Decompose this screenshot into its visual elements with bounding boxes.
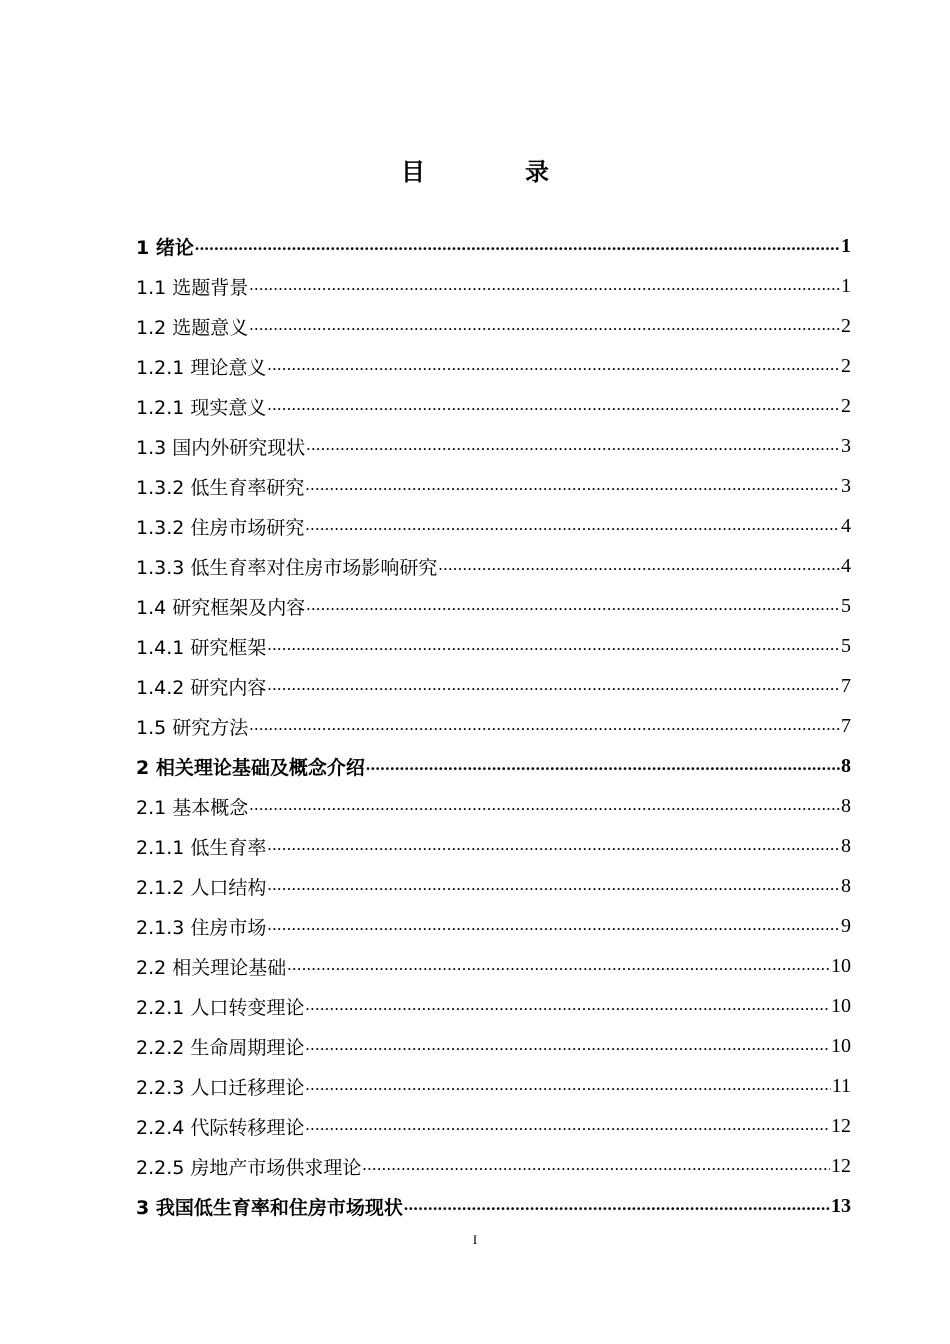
toc-entry-label: 1.2.1 理论意义	[136, 356, 267, 379]
toc-entry-page-number: 8	[841, 874, 851, 897]
title-spacer	[425, 152, 525, 187]
toc-dot-leader	[248, 306, 840, 346]
toc-entry-page-number: 1	[841, 274, 851, 297]
toc-entry[interactable]	[136, 306, 851, 346]
toc-entry-label: 2.2.3 人口迁移理论	[136, 1076, 305, 1099]
toc-entry-page-number: 4	[841, 514, 851, 537]
toc-entry-page-number: 13	[831, 1194, 851, 1217]
toc-entry[interactable]	[136, 826, 851, 866]
toc-dot-leader	[266, 866, 840, 906]
toc-entry-label: 2.1.2 人口结构	[136, 876, 267, 899]
toc-entry[interactable]	[136, 866, 851, 906]
toc-dot-leader	[266, 666, 840, 706]
toc-entry[interactable]	[136, 426, 851, 466]
toc-dot-leader	[365, 746, 840, 786]
toc-entry[interactable]	[136, 986, 851, 1026]
toc-entry-label: 2.1.1 低生育率	[136, 836, 267, 859]
toc-entry-label: 1.3.2 住房市场研究	[136, 516, 305, 539]
toc-entry[interactable]	[136, 586, 851, 626]
toc-entry[interactable]	[136, 1106, 851, 1146]
toc-dot-leader	[266, 906, 840, 946]
toc-entry[interactable]	[136, 1026, 851, 1066]
toc-entry[interactable]	[136, 546, 851, 586]
toc-dot-leader	[304, 1106, 830, 1146]
toc-entry-page-number: 5	[841, 594, 851, 617]
toc-entry-label: 2 相关理论基础及概念介绍	[136, 756, 365, 779]
toc-entry-page-number: 7	[841, 674, 851, 697]
toc-entry-label: 1.2 选题意义	[136, 316, 249, 339]
toc-entry-label: 1.1 选题背景	[136, 276, 249, 299]
toc-dot-leader	[304, 1066, 830, 1106]
toc-entry[interactable]	[136, 946, 851, 986]
toc-entry-page-number: 12	[831, 1154, 851, 1177]
toc-entry[interactable]	[136, 266, 851, 306]
toc-entry-page-number: 4	[841, 554, 851, 577]
toc-dot-leader	[266, 626, 840, 666]
toc-dot-leader	[266, 386, 840, 426]
toc-entry[interactable]	[136, 746, 851, 786]
toc-dot-leader	[304, 986, 830, 1026]
toc-dot-leader	[403, 1186, 830, 1226]
toc-entry-page-number: 3	[841, 434, 851, 457]
toc-entry-label: 1.3.2 低生育率研究	[136, 476, 305, 499]
toc-dot-leader	[248, 266, 840, 306]
toc-dot-leader	[266, 346, 840, 386]
toc-entry-label: 2.2.2 生命周期理论	[136, 1036, 305, 1059]
toc-entry-page-number: 10	[831, 954, 851, 977]
toc-dot-leader	[266, 826, 840, 866]
toc-dot-leader	[286, 946, 830, 986]
toc-entry-page-number: 2	[841, 394, 851, 417]
toc-entry[interactable]	[136, 386, 851, 426]
toc-entry[interactable]	[136, 226, 851, 266]
toc-entry-label: 2.1 基本概念	[136, 796, 249, 819]
toc-entry-page-number: 8	[841, 794, 851, 817]
toc-dot-leader	[437, 546, 840, 586]
toc-entry[interactable]	[136, 626, 851, 666]
toc-entry-label: 1.3 国内外研究现状	[136, 436, 306, 459]
toc-entry-label: 1 绪论	[136, 236, 194, 259]
toc-dot-leader	[304, 1026, 830, 1066]
toc-entry[interactable]	[136, 706, 851, 746]
toc-entry-page-number: 11	[831, 1074, 851, 1097]
toc-entry[interactable]	[136, 1146, 851, 1186]
toc-entry-page-number: 10	[831, 994, 851, 1017]
toc-entry-page-number: 1	[841, 234, 851, 257]
toc-entry-page-number: 12	[831, 1114, 851, 1137]
toc-entry-label: 2.1.3 住房市场	[136, 916, 267, 939]
toc-entry-label: 2.2.1 人口转变理论	[136, 996, 305, 1019]
toc-entry[interactable]	[136, 1066, 851, 1106]
toc-entry[interactable]	[136, 786, 851, 826]
toc-entry-page-number: 9	[841, 914, 851, 937]
toc-entry[interactable]	[136, 466, 851, 506]
toc-entry-label: 1.5 研究方法	[136, 716, 249, 739]
toc-entry-label: 1.4 研究框架及内容	[136, 596, 306, 619]
toc-title	[0, 152, 950, 187]
toc-title-char-1: 目	[401, 158, 425, 186]
toc-entry[interactable]	[136, 506, 851, 546]
toc-entry[interactable]	[136, 1186, 851, 1226]
toc-entry-page-number: 3	[841, 474, 851, 497]
toc-entry[interactable]	[136, 346, 851, 386]
toc-dot-leader	[305, 426, 840, 466]
toc-dot-leader	[304, 506, 840, 546]
toc-entry-label: 1.2.1 现实意义	[136, 396, 267, 419]
toc-dot-leader	[194, 226, 840, 266]
toc-entry-page-number: 10	[831, 1034, 851, 1057]
toc-entry-label: 2.2 相关理论基础	[136, 956, 287, 979]
toc-dot-leader	[361, 1146, 830, 1186]
toc-entry[interactable]	[136, 666, 851, 706]
toc-entry-label: 1.4.2 研究内容	[136, 676, 267, 699]
toc-entry-label: 1.4.1 研究框架	[136, 636, 267, 659]
toc-entry-page-number: 2	[841, 314, 851, 337]
toc-dot-leader	[305, 586, 840, 626]
toc-dot-leader	[248, 786, 840, 826]
toc-entry-label: 2.2.5 房地产市场供求理论	[136, 1156, 362, 1179]
toc-entry[interactable]	[136, 906, 851, 946]
toc-entry-page-number: 2	[841, 354, 851, 377]
toc-entry-page-number: 8	[841, 834, 851, 857]
toc-entry-page-number: 5	[841, 634, 851, 657]
toc-dot-leader	[248, 706, 840, 746]
page-number-footer: I	[472, 1232, 478, 1247]
toc-entry-page-number: 8	[841, 754, 851, 777]
toc-title-char-2: 录	[525, 158, 549, 186]
toc-entry-page-number: 7	[841, 714, 851, 737]
toc-entry-label: 2.2.4 代际转移理论	[136, 1116, 305, 1139]
toc-entry-label: 3 我国低生育率和住房市场现状	[136, 1196, 403, 1219]
table-of-contents	[136, 226, 851, 1226]
toc-entry-label: 1.3.3 低生育率对住房市场影响研究	[136, 556, 438, 579]
toc-dot-leader	[304, 466, 840, 506]
